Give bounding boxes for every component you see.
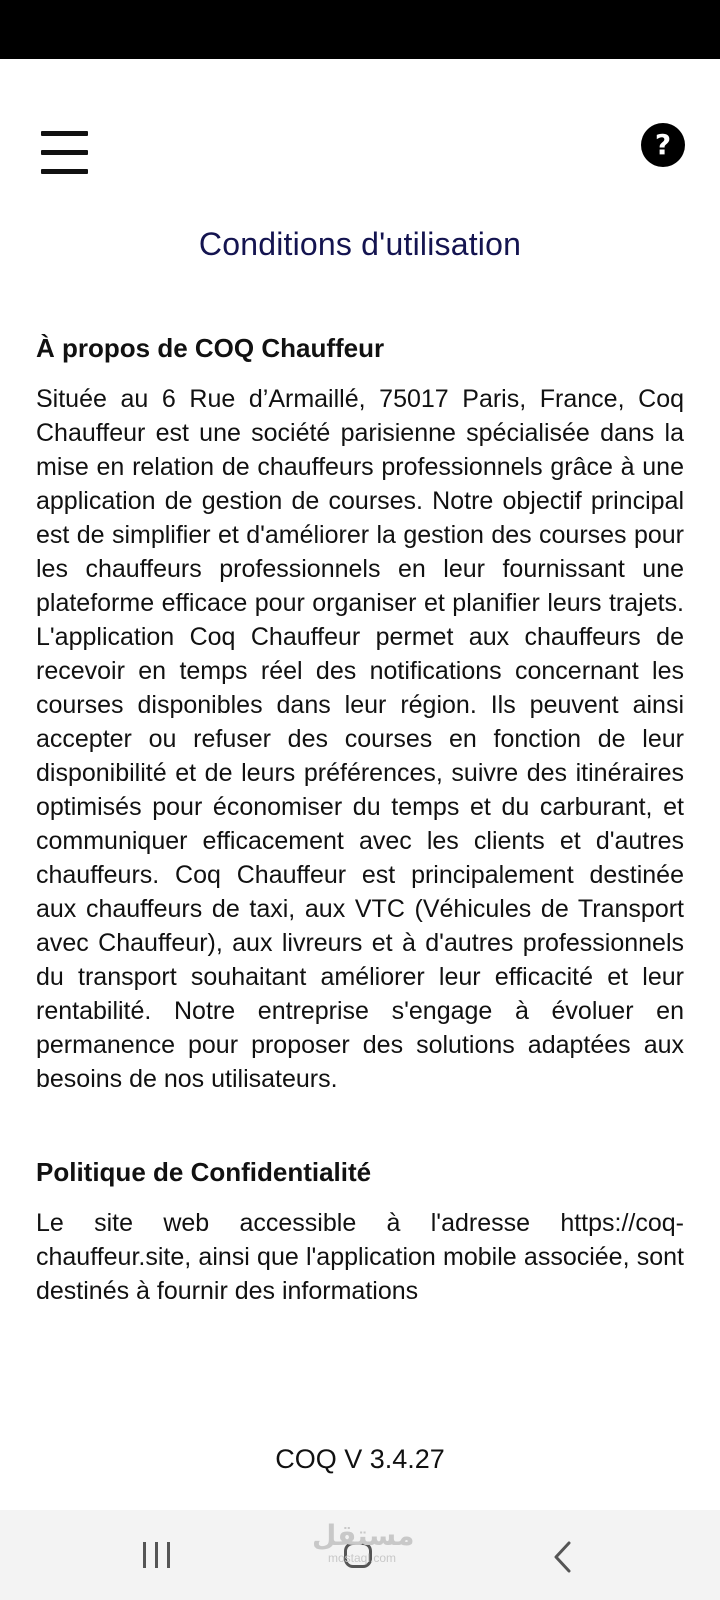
watermark-main-text: مستقل — [312, 1519, 415, 1552]
recents-icon-bar — [155, 1542, 158, 1568]
help-button[interactable] — [641, 123, 685, 167]
terms-content[interactable] — [36, 330, 684, 1414]
hamburger-menu-icon-bar — [41, 150, 88, 155]
menu-button[interactable] — [36, 128, 92, 178]
back-chevron-icon[interactable] — [549, 1540, 579, 1574]
question-mark-icon: ? — [654, 128, 672, 161]
recents-icon[interactable] — [140, 1540, 174, 1570]
section-heading-about: À propos de COQ Chauffeur — [36, 333, 385, 363]
section-body-about: Située au 6 Rue d’Armaillé, 75017 Paris, France, Coq Chauffeur est une société parisienne spécialisée dans la mise en relation de chauffeurs professionnels grâce à une application de gestion de courses. Notre objectif principal est de simplifier et d'améliorer la gestion des courses pour les chauffeurs professionnels en leur fournissant une plateforme efficace pour organiser et planifier leurs trajets. L'application Coq Chauffeur permet aux chauffeurs de recevoir en temps réel des notifications concernant les courses disponibles dans leur région. Ils peuvent ainsi accepter ou refuser des courses en fonction de leur disponibilité et de leurs préférences, suivre des itinéraires optimisés pour économiser du temps et du carburant, et communiquer efficacement avec les clients et d'autres chauffeurs. Coq Chauffeur est principalement destinée aux chauffeurs de taxi, aux VTC (Véhicules de Transport avec Chauffeur), aux livreurs et à d'autres professionnels du transport souhaitant améliorer leur efficacité et leur rentabilité. Notre entreprise s'engage à évoluer en permanence pour proposer des solutions adaptées aux besoins de nos utilisateurs. — [36, 385, 684, 1093]
hamburger-menu-icon — [41, 131, 88, 136]
section-heading-privacy: Politique de Confidentialité — [36, 1157, 372, 1187]
section-divider-space — [36, 1096, 684, 1154]
app-version-label: COQ V 3.4.27 — [275, 1444, 445, 1474]
section-body-privacy: Le site web accessible à l'adresse https://coq-chauffeur.site, ainsi que l'application mobile associée, sont destinés à fournir des informations — [36, 1209, 684, 1305]
status-bar — [0, 0, 720, 59]
back-chevron-svg — [549, 1540, 579, 1574]
home-icon[interactable] — [344, 1542, 372, 1568]
page-title: Conditions d'utilisation — [198, 226, 522, 262]
watermark-sub-text: mostaql.com — [327, 1551, 397, 1565]
recents-icon-bar — [143, 1542, 146, 1568]
recents-icon-bar — [167, 1542, 170, 1568]
hamburger-menu-icon-bar — [41, 169, 88, 174]
